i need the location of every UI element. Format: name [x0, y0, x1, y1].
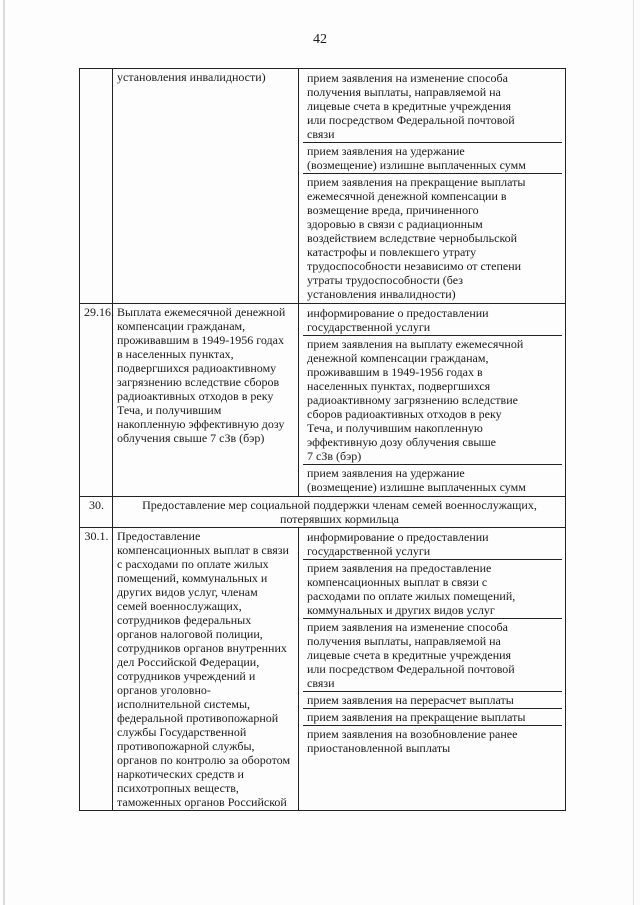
- text-line: прием заявления на удержание: [307, 144, 465, 158]
- text-line: Теча, и получившим накопленную: [307, 421, 483, 435]
- text-line: дел Российской Федерации,: [117, 655, 260, 669]
- page-number: 42: [313, 32, 327, 47]
- text-line: Теча, и получившим: [117, 403, 222, 417]
- text-line: расходами по оплате жилых помещений,: [307, 589, 516, 603]
- row-number: 30.1.: [80, 528, 113, 811]
- sub-services: [299, 69, 566, 304]
- text-line: утраты трудоспособности (без: [307, 273, 463, 287]
- service-name: [113, 304, 299, 497]
- text-line: информирование о предоставлении: [307, 306, 489, 320]
- text-line: (возмещение) излишне выплаченных сумм: [307, 480, 526, 494]
- text-line: связи: [307, 127, 335, 141]
- text-line: компенсационных выплат в связи с: [307, 575, 488, 589]
- text-line: Предоставление: [117, 529, 201, 543]
- sub-service: [303, 692, 562, 709]
- text-line: сотрудников органов внутренних: [117, 641, 287, 655]
- text-line: получения выплаты, направляемой на: [307, 85, 501, 99]
- text-line: денежной компенсации гражданам,: [307, 351, 489, 365]
- sub-service: [303, 560, 562, 619]
- text-line: воздействием вследствие чернобыльской: [307, 231, 518, 245]
- text-line: противопожарной службы,: [117, 739, 255, 753]
- sub-service: [303, 174, 562, 302]
- text-line: компенсационных выплат в связи: [117, 543, 289, 557]
- table-row: [80, 528, 566, 811]
- text-line: органов налоговой полиции,: [117, 627, 263, 641]
- sub-services: [299, 304, 566, 497]
- text-line: прием заявления на перерасчет выплаты: [307, 693, 514, 707]
- text-line: приостановленной выплаты: [307, 741, 451, 755]
- sub-service: [303, 143, 562, 174]
- text-line: помещений, коммунальных и: [117, 571, 268, 585]
- text-line: установления инвалидности): [307, 287, 456, 301]
- section-heading: [113, 497, 566, 528]
- text-line: ежемесячной денежной компенсации в: [307, 189, 507, 203]
- text-line: информирование о предоставлении: [307, 530, 489, 544]
- text-line: проживавшим в 1949-1956 годах в: [307, 365, 483, 379]
- services-table: [79, 68, 566, 811]
- text-line: органов по контролю за оборотом: [117, 753, 291, 767]
- service-name: [113, 69, 299, 304]
- sub-service: [303, 709, 562, 726]
- scan-edge: [633, 0, 634, 905]
- text-line: с расходами по оплате жилых: [117, 557, 269, 571]
- text-line: трудоспособности независимо от степени: [307, 259, 522, 273]
- sub-service: [303, 619, 562, 692]
- text-line: потерявших кормильца: [280, 512, 399, 526]
- text-line: государственной услуги: [307, 320, 431, 334]
- text-line: прием заявления на удержание: [307, 466, 465, 480]
- row-number: 30.: [80, 497, 113, 528]
- text-line: подвергшихся радиоактивному: [117, 361, 277, 375]
- text-line: Выплата ежемесячной денежной: [117, 305, 286, 319]
- text-line: облучения свыше 7 сЗв (бэр): [117, 431, 265, 445]
- text-line: государственной услуги: [307, 544, 431, 558]
- text-line: прием заявления на прекращение выплаты: [307, 710, 526, 724]
- text-line: установления инвалидности): [117, 70, 266, 84]
- text-line: эффективную дозу облучения свыше: [307, 435, 497, 449]
- text-line: возмещение вреда, причиненного: [307, 203, 479, 217]
- text-line: лицевые счета в кредитные учреждения: [307, 99, 512, 113]
- table-row: [80, 497, 566, 528]
- text-line: федеральной противопожарной: [117, 711, 279, 725]
- text-line: радиоактивному загрязнению вследствие: [307, 393, 518, 407]
- text-line: радиоактивных отходов в реку: [117, 389, 274, 403]
- text-line: Предоставление мер социальной поддержки членам семей военнослужащих,: [142, 498, 537, 512]
- text-line: сотрудников учреждений и: [117, 669, 256, 683]
- text-line: службы Государственной: [117, 725, 247, 739]
- sub-service: [303, 336, 562, 465]
- text-line: проживавшим в 1949-1956 годах: [117, 333, 284, 347]
- table-row: [80, 304, 566, 497]
- text-line: или посредством Федеральной почтовой: [307, 113, 515, 127]
- text-line: прием заявления на выплату ежемесячной: [307, 337, 524, 351]
- text-line: лицевые счета в кредитные учреждения: [307, 648, 512, 662]
- text-line: исполнительной системы,: [117, 697, 251, 711]
- text-line: психотропных веществ,: [117, 781, 239, 795]
- sub-service: [303, 726, 562, 756]
- sub-services: [299, 528, 566, 811]
- text-line: загрязнению вследствие сборов: [117, 375, 280, 389]
- row-number: [80, 69, 113, 304]
- text-line: сборов радиоактивных отходов в реку: [307, 407, 502, 421]
- sub-service: [303, 529, 562, 560]
- text-line: прием заявления на возобновление ранее: [307, 727, 518, 741]
- sub-service: [303, 305, 562, 336]
- text-line: наркотических средств и: [117, 767, 244, 781]
- text-line: в населенных пунктах,: [117, 347, 234, 361]
- text-line: связи: [307, 676, 335, 690]
- service-name: [113, 528, 299, 811]
- text-line: прием заявления на предоставление: [307, 561, 492, 575]
- text-line: органов уголовно-: [117, 683, 211, 697]
- scan-edge: [3, 0, 5, 905]
- text-line: компенсации гражданам,: [117, 319, 246, 333]
- text-line: накопленную эффективную дозу: [117, 417, 285, 431]
- text-line: здоровью в связи с радиационным: [307, 217, 483, 231]
- sub-service: [303, 465, 562, 495]
- row-number: 29.16.: [80, 304, 113, 497]
- text-line: 7 сЗв (бэр): [307, 449, 362, 463]
- text-line: других видов услуг, членам: [117, 585, 258, 599]
- text-line: прием заявления на изменение способа: [307, 71, 508, 85]
- table-row: [80, 69, 566, 304]
- text-line: сотрудников федеральных: [117, 613, 252, 627]
- sub-service: [303, 70, 562, 143]
- text-line: населенных пунктах, подвергшихся: [307, 379, 491, 393]
- text-line: прием заявления на изменение способа: [307, 620, 508, 634]
- text-line: (возмещение) излишне выплаченных сумм: [307, 158, 526, 172]
- text-line: прием заявления на прекращение выплаты: [307, 175, 526, 189]
- text-line: получения выплаты, направляемой на: [307, 634, 501, 648]
- text-line: коммунальных и других видов услуг: [307, 603, 495, 617]
- text-line: катастрофы и повлекшего утрату: [307, 245, 477, 259]
- text-line: таможенных органов Российской: [117, 795, 287, 809]
- text-line: семей военнослужащих,: [117, 599, 242, 613]
- text-line: или посредством Федеральной почтовой: [307, 662, 515, 676]
